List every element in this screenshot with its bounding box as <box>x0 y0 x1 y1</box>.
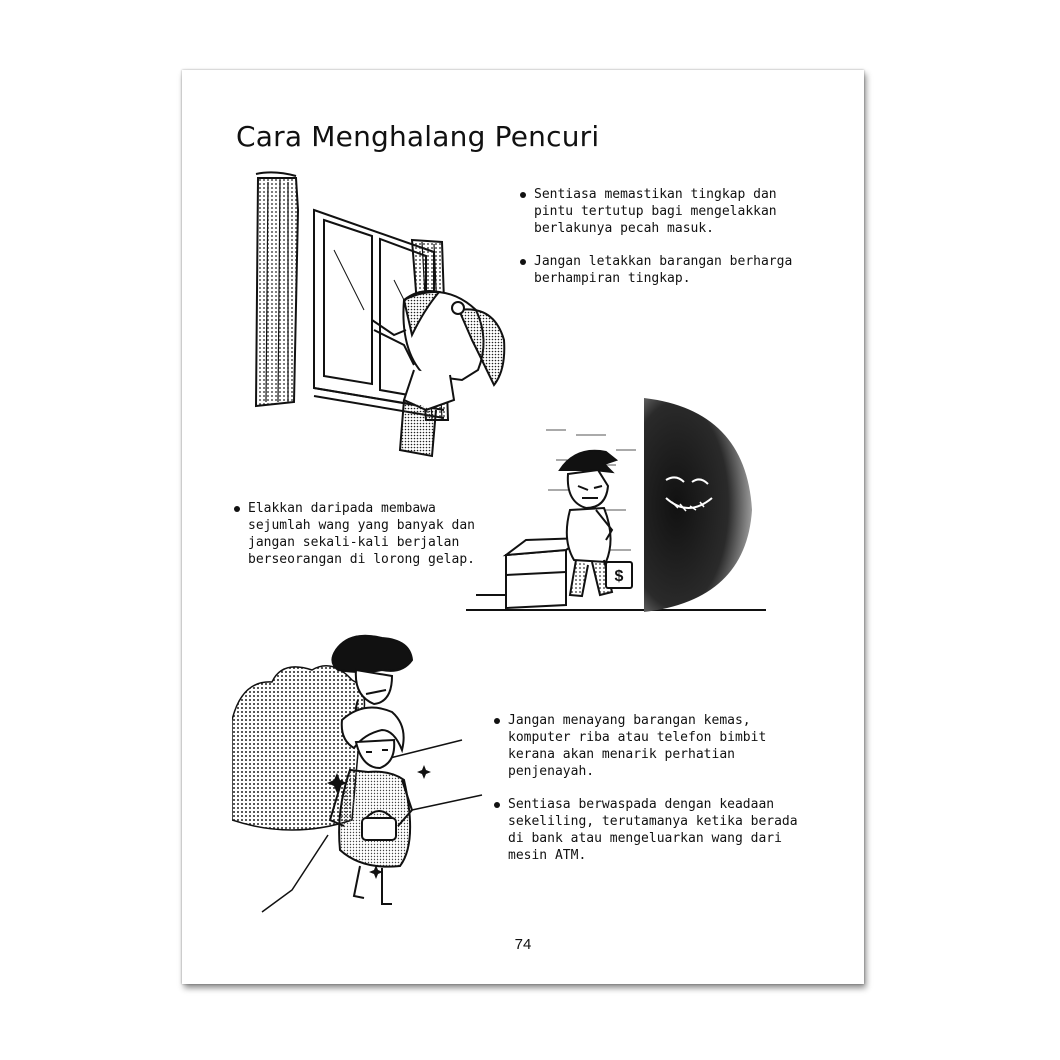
bullet-list-money <box>234 500 504 584</box>
page-title: Cara Menghalang Pencuri <box>236 120 600 153</box>
shadow-figure <box>644 398 752 612</box>
bullet-item: Sentiasa berwaspada dengan keadaan sekeliling, terutamanya ketika berada di bank atau mengeluarkan wang dari mesin ATM. <box>494 796 804 864</box>
bullet-list-valuables <box>494 712 804 880</box>
bullet-item: Elakkan daripada membawa sejumlah wang yang banyak dan jangan sekali-kali berjalan berseorangan di lorong gelap. <box>234 500 504 568</box>
alley-boy-illustration <box>466 390 766 615</box>
dollar-symbol: $ <box>614 568 624 585</box>
bullet-item: Jangan menayang barangan kemas, komputer riba atau telefon bimbit kerana akan menarik perhatian penjenayah. <box>494 712 804 780</box>
street-woman-illustration <box>232 630 502 915</box>
book-page <box>182 70 864 984</box>
page-number: 74 <box>514 936 532 953</box>
left-curtain <box>256 172 298 406</box>
bullet-item: Sentiasa memastikan tingkap dan pintu tertutup bagi mengelakkan berlakunya pecah masuk. <box>520 186 810 237</box>
bullet-list-windows <box>520 186 810 303</box>
bullet-item: Jangan letakkan barangan berharga berhampiran tingkap. <box>520 253 810 287</box>
